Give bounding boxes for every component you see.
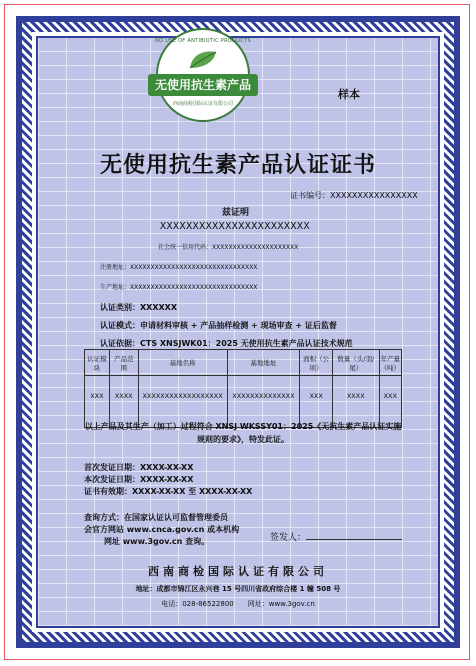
table-header-cell: 认证模块 [85,350,110,376]
table-cell: XXX [379,376,402,428]
table-header-cell: 数量（头/羽/尾） [333,350,380,376]
compliance-statement: 以上产品及其生产（加工）过程符合 XNSJ WKSSY01：2025《无抗生素产品认证实施规则的要求》，特发此证。 [84,422,402,444]
logo-band-text: 无使用抗生素产品 [148,74,258,96]
certificate-holder: XXXXXXXXXXXXXXXXXXXXXXX [160,221,310,232]
query-line: 网址 www.3gov.cn 查询。 [104,537,210,546]
issuer-company: 西南商检国际认证有限公司 [148,565,328,578]
certificate-number: 证书编号：XXXXXXXXXXXXXXXX [290,191,418,200]
table-cell: XXX [300,376,333,428]
certification-mode: 认证模式：申请材料审核 + 产品抽样检测 + 现场审查 + 证后监督 [100,321,337,330]
security-background-pattern [38,38,438,626]
validity-period: 证书有效期：XXXX-XX-XX 至 XXXX-XX-XX [84,487,253,496]
table-cell: XXXXXXXXXXXXXXXXXX [138,376,227,428]
certification-basis: 认证依据：CTS XNSJWK01：2025 无使用抗生素产品认证技术规范 [100,339,353,348]
leaf-icon [186,48,220,70]
table-header-row [85,350,402,376]
logo-arc-text: NO USE OF ANTIBIOTIC PRODUCTS [155,38,251,44]
first-issue-date: 首次发证日期：XXXX-XX-XX [84,463,194,472]
hereby-certify: 兹证明 [222,208,250,218]
table-cell: XXX [85,376,110,428]
production-address: 生产地址：XXXXXXXXXXXXXXXXXXXXXXXXXXXXXXX [100,284,258,291]
issuer-address: 地址：成都市锦江区永兴巷 15 号四川省政府综合楼 1 幢 508 号 [135,585,341,593]
certification-logo [148,28,258,118]
certificate-title: 无使用抗生素产品认证证书 [99,152,376,178]
query-line: 查询方式：在国家认证认可监督管理委员 [84,513,228,522]
certification-category: 认证类别：XXXXXX [100,303,178,312]
issuer-contact: 电话：028-86522800 网址：www.3gov.cn [161,600,315,608]
logo-issuer-text: 西南商检国际认证有限公司 [172,101,233,107]
table-header-cell: 面积（公顷） [300,350,333,376]
query-line: 会官方网站 www.cnca.gov.cn 或本机构 [84,525,240,534]
sample-mark: 样本 [338,88,360,101]
scope-table [84,349,402,428]
current-issue-date: 本次发证日期：XXXX-XX-XX [84,475,194,484]
registered-address: 注册地址：XXXXXXXXXXXXXXXXXXXXXXXXXXXXXXX [100,264,258,271]
table-header-cell: 基地地址 [227,350,300,376]
table-cell: XXXX [333,376,380,428]
credit-code: 社会统一信用代码：XXXXXXXXXXXXXXXXXXXXX [158,244,299,251]
table-header-cell: 基地名称 [138,350,227,376]
signer-label: 签发人： [270,533,307,543]
table-header-cell: 年产量（吨） [379,350,402,376]
signature-line [306,539,402,540]
table-cell: XXXX [109,376,138,428]
table-cell: XXXXXXXXXXXXXX [227,376,300,428]
table-header-cell: 产品范围 [109,350,138,376]
